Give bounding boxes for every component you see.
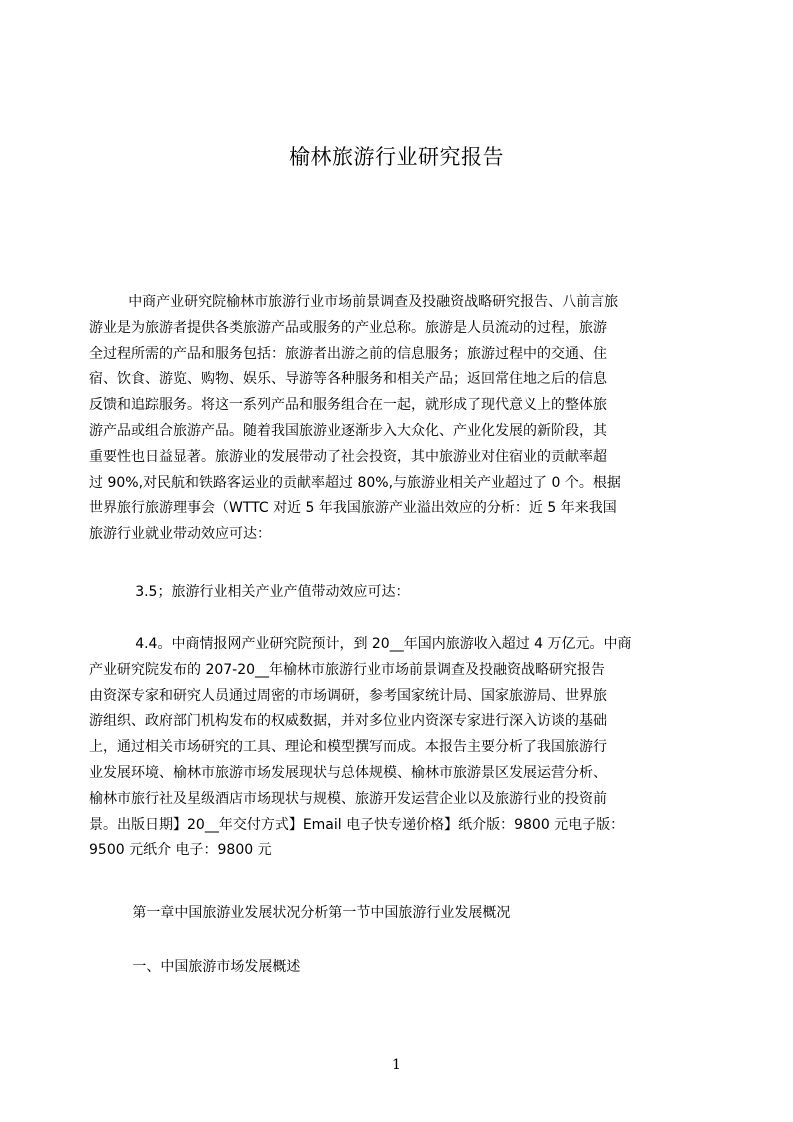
document-title: 榆林旅游行业研究报告 — [289, 145, 504, 169]
paragraph-line: 游产品或组合旅游产品。随着我国旅游业逐渐步入大众化、产业化发展的新阶段，其 — [89, 422, 607, 439]
page-number: 1 — [392, 1057, 401, 1073]
heading-line: 一、中国旅游市场发展概述 — [132, 959, 301, 975]
paragraph-line: 中商产业研究院榆林市旅游行业市场前景调查及投融资战略研究报告、八前言旅 — [128, 294, 619, 310]
paragraph-line: 上，通过相关市场研究的工具、理论和模型撰写而成。本报告主要分析了我国旅游行 — [89, 739, 607, 756]
paragraph-line: 由资深专家和研究人员通过周密的市场调研，参考国家统计局、国家旅游局、世界旅 — [89, 687, 607, 704]
paragraph-employment — [89, 580, 700, 606]
paragraph-line: 游组织、政府部门机构发布的权威数据，并对多位业内资深专家进行深入访谈的基础 — [89, 713, 607, 730]
paragraph-line: 景。出版日期】20__年交付方式】Email 电子快专递价格】纸介版：9800 元电子版： — [89, 816, 625, 833]
paragraph-line: 过 90%,对民航和铁路客运业的贡献率超过 80%,与旅游业相关产业超过了 0 个。根据 — [89, 474, 621, 491]
chapter-heading — [89, 901, 700, 927]
paragraph-line: 榆林市旅行社及星级酒店市场现状与规模、旅游开发运营企业以及旅游行业的投资前 — [89, 790, 607, 807]
paragraph-intro — [89, 290, 700, 548]
paragraph-line: 业发展环境、榆林市旅游市场发展现状与总体规模、榆林市旅游景区发展运营分析、 — [89, 764, 607, 781]
paragraph-forecast — [89, 632, 700, 864]
heading-line: 第一章中国旅游业发展状况分析第一节中国旅游行业发展概况 — [132, 905, 511, 921]
paragraph-line: 4.4。中商情报网产业研究院预计，到 20__年国内旅游收入超过 4 万亿元。中商 — [135, 636, 632, 652]
section-heading — [89, 955, 700, 981]
paragraph-line: 全过程所需的产品和服务包括：旅游者出游之前的信息服务；旅游过程中的交通、住 — [89, 345, 607, 362]
paragraph-line: 旅游行业就业带动效应可达： — [89, 526, 271, 543]
paragraph-line: 游业是为旅游者提供各类旅游产品或服务的产业总称。旅游是人员流动的过程，旅游 — [89, 319, 607, 336]
paragraph-line: 9500 元纸介 电子：9800 元 — [89, 842, 272, 859]
paragraph-line: 世界旅行旅游理事会（WTTC 对近 5 年我国旅游产业溢出效应的分析：近 5 年来我国 — [89, 500, 617, 517]
paragraph-line: 3.5；旅游行业相关产业产值带动效应可达： — [135, 584, 410, 600]
paragraph-line: 重要性也日益显著。旅游业的发展带动了社会投资，其中旅游业对住宿业的贡献率超 — [89, 448, 607, 465]
paragraph-line: 反馈和追踪服务。将这一系列产品和服务组合在一起，就形成了现代意义上的整体旅 — [89, 397, 607, 414]
paragraph-line: 产业研究院发布的 207-20__年榆林市旅游行业市场前景调查及投融资战略研究报告 — [89, 661, 606, 678]
paragraph-line: 宿、饮食、游览、购物、娱乐、导游等各种服务和相关产品；返回常住地之后的信息 — [89, 371, 607, 388]
